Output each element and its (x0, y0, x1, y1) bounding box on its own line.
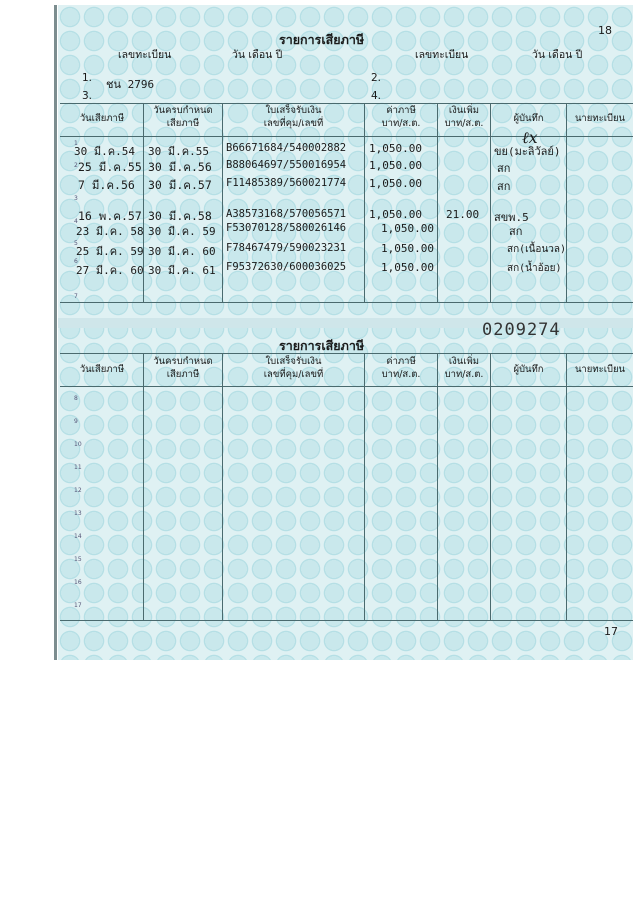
col-header-receipt: ใบเสร็จรับเงิน เลขที่คุม/เลขที่ (263, 105, 324, 129)
table-cell-tax: 1,050.00 (369, 177, 422, 190)
table-cell-due: 30 มี.ค. 61 (148, 264, 216, 277)
table-cell-paid: 25 มี.ค. 59 (76, 245, 144, 258)
table-cell-paid: 7 มี.ค.56 (78, 178, 135, 192)
row-number: 6 (74, 258, 78, 265)
section-title-top: รายการเสียภาษี (279, 32, 365, 47)
table-cell-due: 30 มี.ค. 60 (148, 245, 216, 258)
table-cell-recorder: สก(น้ำอ้อย) (507, 263, 562, 274)
row-number: 2 (74, 162, 78, 169)
col-header-registrar-bottom: นายทะเบียน (574, 364, 626, 375)
table-cell-recorder: สก (497, 180, 511, 193)
table-cell-receipt: F11485389/560021774 (226, 177, 347, 189)
col-divider (437, 103, 438, 302)
table-cell-paid: 16 พ.ค.57 (78, 209, 142, 223)
col-divider (222, 353, 223, 620)
table-cell-due: 30 มี.ค.55 (148, 145, 209, 158)
col-divider (566, 103, 567, 302)
table-cell-recorder: สก(เนื้อนวล) (507, 244, 567, 255)
table-cell-surcharge: 21.00 (446, 208, 480, 221)
row-number: 8 (74, 395, 78, 402)
col-divider (364, 103, 365, 302)
table-top-header-rule (60, 136, 633, 137)
table-cell-tax: 1,050.00 (369, 142, 422, 155)
page-number-bottom: 17 (604, 625, 618, 638)
table-cell-tax: 1,050.00 (381, 222, 434, 235)
table-cell-paid: 25 มี.ค.55 (78, 160, 142, 174)
table-cell-paid: 27 มี.ค. 60 (76, 264, 144, 277)
row-number: 5 (74, 240, 78, 247)
table-cell-receipt: B88064697/550016954 (226, 159, 347, 171)
row-number: 13 (74, 510, 82, 517)
table-cell-tax: 1,050.00 (381, 242, 434, 255)
table-cell-due: 30 มี.ค. 59 (148, 225, 216, 238)
table-cell-receipt: F95372630/600036025 (226, 261, 347, 273)
reg-slot-1-value: ชน 2796 (106, 78, 155, 91)
table-cell-recorder: ขย(มะลิวัลย์) (494, 145, 561, 158)
col-header-paid-date: วันเสียภาษี (79, 113, 125, 124)
col-header-due-date: วันครบกำหนด เสียภาษี (153, 105, 213, 129)
table-cell-receipt: A38573168/570056571 (226, 208, 347, 220)
col-header-paid-date-bottom: วันเสียภาษี (79, 364, 125, 375)
reg-slot-1-number: 1. (82, 72, 93, 84)
row-number: 7 (74, 293, 78, 300)
serial-number-stamp: 0209274 (482, 320, 561, 340)
col-header-surcharge: เงินเพิ่ม บาท/ส.ต. (444, 105, 484, 129)
row-number: 12 (74, 487, 82, 494)
section-title-bottom: รายการเสียภาษี (279, 338, 365, 353)
col-divider (566, 353, 567, 620)
row-number: 3 (74, 195, 78, 202)
col-header-recorder-bottom: ผู้บันทึก (513, 364, 544, 375)
row-number: 11 (74, 464, 82, 471)
row-number: 10 (74, 441, 82, 448)
label-reg-no-right: เลขทะเบียน (415, 49, 469, 61)
table-cell-due: 30 มี.ค.58 (148, 209, 212, 223)
row-number: 17 (74, 602, 82, 609)
table-cell-due: 30 มี.ค.57 (148, 178, 212, 192)
col-divider (490, 103, 491, 302)
col-divider (222, 103, 223, 302)
table-cell-tax: 1,050.00 (381, 261, 434, 274)
table-cell-paid: 30 มี.ค.54 (74, 145, 135, 158)
page-number-top: 18 (598, 24, 612, 37)
table-cell-paid: 23 มี.ค. 58 (76, 225, 144, 238)
col-header-tax-bottom: ค่าภาษี บาท/ส.ต. (381, 356, 421, 380)
table-cell-tax: 1,050.00 (369, 208, 422, 221)
row-number: 16 (74, 579, 82, 586)
table-cell-receipt: F53070128/580026146 (226, 222, 347, 234)
row-number: 1 (74, 140, 78, 147)
reg-slot-3-number: 3. (82, 90, 93, 102)
table-cell-due: 30 มี.ค.56 (148, 160, 212, 174)
col-divider (364, 353, 365, 620)
table-cell-recorder: สก (497, 162, 511, 175)
label-date-left: วัน เดือน ปี (232, 49, 283, 61)
table-bottom-bottom-rule (60, 620, 633, 621)
table-cell-tax: 1,050.00 (369, 159, 422, 172)
col-divider (437, 353, 438, 620)
reg-slot-4-number: 4. (371, 90, 382, 102)
row-number: 14 (74, 533, 82, 540)
table-cell-recorder: สขพ.5 (494, 211, 529, 224)
col-header-receipt-bottom: ใบเสร็จรับเงิน เลขที่คุม/เลขที่ (263, 356, 324, 380)
recorder-signature-scribble: ℓx (522, 128, 538, 147)
table-cell-receipt: B66671684/540002882 (226, 142, 347, 154)
reg-slot-2-number: 2. (371, 72, 382, 84)
table-top-bottom-rule (60, 302, 633, 303)
label-date-right: วัน เดือน ปี (532, 49, 583, 61)
table-bottom-header-rule (60, 386, 633, 387)
row-number: 9 (74, 418, 78, 425)
table-bottom-top-rule (60, 353, 633, 354)
col-divider (143, 353, 144, 620)
row-number: 15 (74, 556, 82, 563)
table-cell-receipt: F78467479/590023231 (226, 242, 347, 254)
table-cell-recorder: สก (509, 225, 523, 238)
col-header-registrar: นายทะเบียน (574, 113, 626, 124)
col-divider (490, 353, 491, 620)
col-header-surcharge-bottom: เงินเพิ่ม บาท/ส.ต. (444, 356, 484, 380)
col-header-recorder: ผู้บันทึก (513, 113, 544, 124)
label-reg-no-left: เลขทะเบียน (118, 49, 172, 61)
sheet-edge (54, 5, 57, 660)
col-header-tax: ค่าภาษี บาท/ส.ต. (381, 105, 421, 129)
col-header-due-date-bottom: วันครบกำหนด เสียภาษี (153, 356, 213, 380)
row-number: 4 (74, 218, 78, 225)
